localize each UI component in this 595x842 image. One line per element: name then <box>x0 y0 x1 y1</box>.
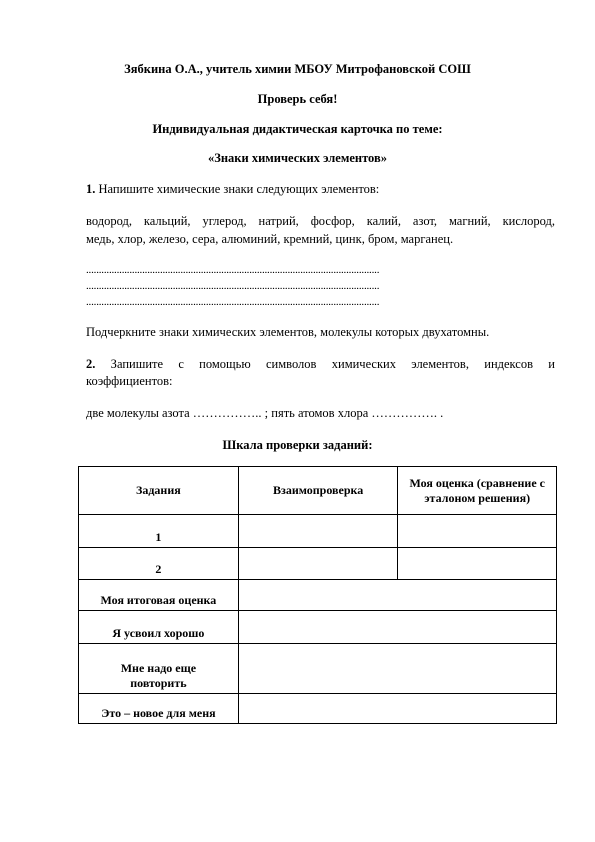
answer-line-1[interactable]: ................................................................................................................... <box>86 264 380 276</box>
task2-example: две молекулы азота …………….. ; пять атомов хлора ……………. . <box>86 406 444 420</box>
topic-title: «Знаки химических элементов» <box>208 151 387 165</box>
header-self-grade: Моя оценка (сравнение с эталоном решения) <box>398 467 557 515</box>
task2-instruction-line1 <box>86 356 555 373</box>
summary-value-cell[interactable] <box>238 644 556 694</box>
self-grade-cell[interactable] <box>398 548 557 580</box>
summary-value-cell[interactable] <box>238 694 556 724</box>
summary-label: Моя итоговая оценка <box>79 580 239 611</box>
summary-row-learned-well <box>79 611 557 644</box>
header-tasks: Задания <box>79 467 239 515</box>
elements-line-2: медь, хлор, железо, сера, алюминий, кремний, цинк, бром, марганец. <box>86 232 454 246</box>
task2-instruction-line2: коэффициентов: <box>86 374 173 388</box>
task1-instruction <box>86 181 555 198</box>
summary-value-cell[interactable] <box>238 580 556 611</box>
answer-line-2[interactable]: ................................................................................................................... <box>86 280 380 292</box>
summary-row-need-repeat <box>79 644 557 694</box>
task2-instruction-text: Запишите с помощью символов химических элементов, индексов и <box>95 357 555 371</box>
task-number-cell: 1 <box>79 515 239 548</box>
summary-label: Это – новое для меня <box>79 694 239 724</box>
check-title: Проверь себя! <box>257 92 338 106</box>
underline-instruction: Подчеркните знаки химических элементов, молекулы которых двухатомны. <box>86 325 490 339</box>
summary-row-new-for-me <box>79 694 557 724</box>
summary-label: Я усвоил хорошо <box>79 611 239 644</box>
task-row-1 <box>79 515 557 548</box>
task1-number: 1. <box>86 182 96 196</box>
elements-line-1: водород, кальций, углерод, натрий, фосфор, калий, азот, магний, кислород, <box>86 214 555 228</box>
task-row-2 <box>79 548 557 580</box>
self-grade-cell[interactable] <box>398 515 557 548</box>
task2-number: 2. <box>86 357 96 371</box>
card-title: Индивидуальная дидактическая карточка по теме: <box>152 122 443 136</box>
answer-line-3[interactable]: ................................................................................................................... <box>86 296 380 308</box>
scale-title: Шкала проверки заданий: <box>222 438 373 452</box>
peer-review-cell[interactable] <box>238 548 398 580</box>
task-number-cell: 2 <box>79 548 239 580</box>
header-peer-review: Взаимопроверка <box>238 467 398 515</box>
summary-value-cell[interactable] <box>238 611 556 644</box>
peer-review-cell[interactable] <box>238 515 398 548</box>
scale-table <box>78 466 557 724</box>
scale-header-row <box>79 467 557 515</box>
author-line: Зябкина О.А., учитель химии МБОУ Митрофановской СОШ <box>124 62 471 76</box>
summary-row-final-grade <box>79 580 557 611</box>
summary-label: Мне надо еще повторить <box>79 644 239 694</box>
task1-instruction-text: Напишите химические знаки следующих элементов: <box>95 182 380 196</box>
